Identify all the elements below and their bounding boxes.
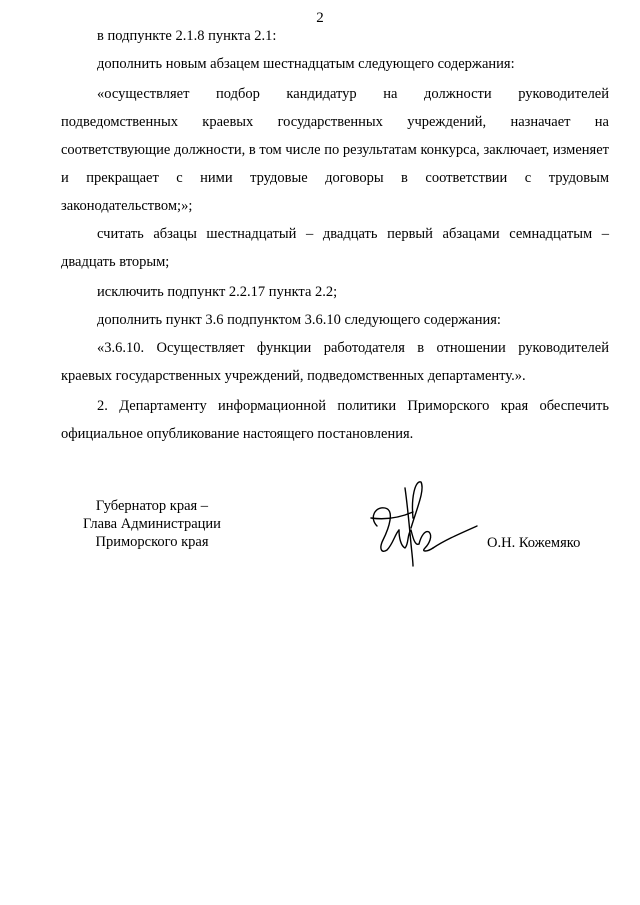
paragraph-subclause-text: «3.6.10. Осуществляет функции работодателя в отношении руководителей краевых государственных учреждений, подведомственных департаменту.».	[61, 340, 609, 384]
paragraph-add-clause: дополнить новым абзацем шестнадцатым следующего содержания:	[97, 56, 515, 72]
handwritten-signature	[355, 478, 485, 568]
signatory-title-line: Приморского края	[95, 534, 209, 550]
paragraph-quoted-clause: «осуществляет подбор кандидатур на должности руководителей подведомственных краевых государственных учреждений, назначает на соответствующие должности, в том числе по результатам конкурса, заключает, изменяет и прекращает с ними трудовые договоры в соответствии с трудовым законодательством;»;	[61, 86, 609, 214]
page-number: 2	[316, 10, 324, 26]
signatory-title-line: Глава Администрации	[83, 516, 221, 532]
paragraph-subclause-intro: в подпункте 2.1.8 пункта 2.1:	[97, 28, 277, 44]
signatory-title-line: Губернатор края –	[95, 498, 209, 514]
paragraph-renumber: считать абзацы шестнадцатый – двадцать первый абзацами семнадцатым – двадцать вторым;	[61, 226, 609, 270]
signatory-title	[62, 497, 242, 551]
paragraph-add-subclause: дополнить пункт 3.6 подпунктом 3.6.10 следующего содержания:	[97, 312, 501, 328]
signer-name: О.Н. Кожемяко	[487, 535, 581, 551]
paragraph-exclude: исключить подпункт 2.2.17 пункта 2.2;	[97, 284, 338, 300]
paragraph-publication: 2. Департаменту информационной политики Приморского края обеспечить официальное опубликование настоящего постановления.	[61, 398, 609, 442]
